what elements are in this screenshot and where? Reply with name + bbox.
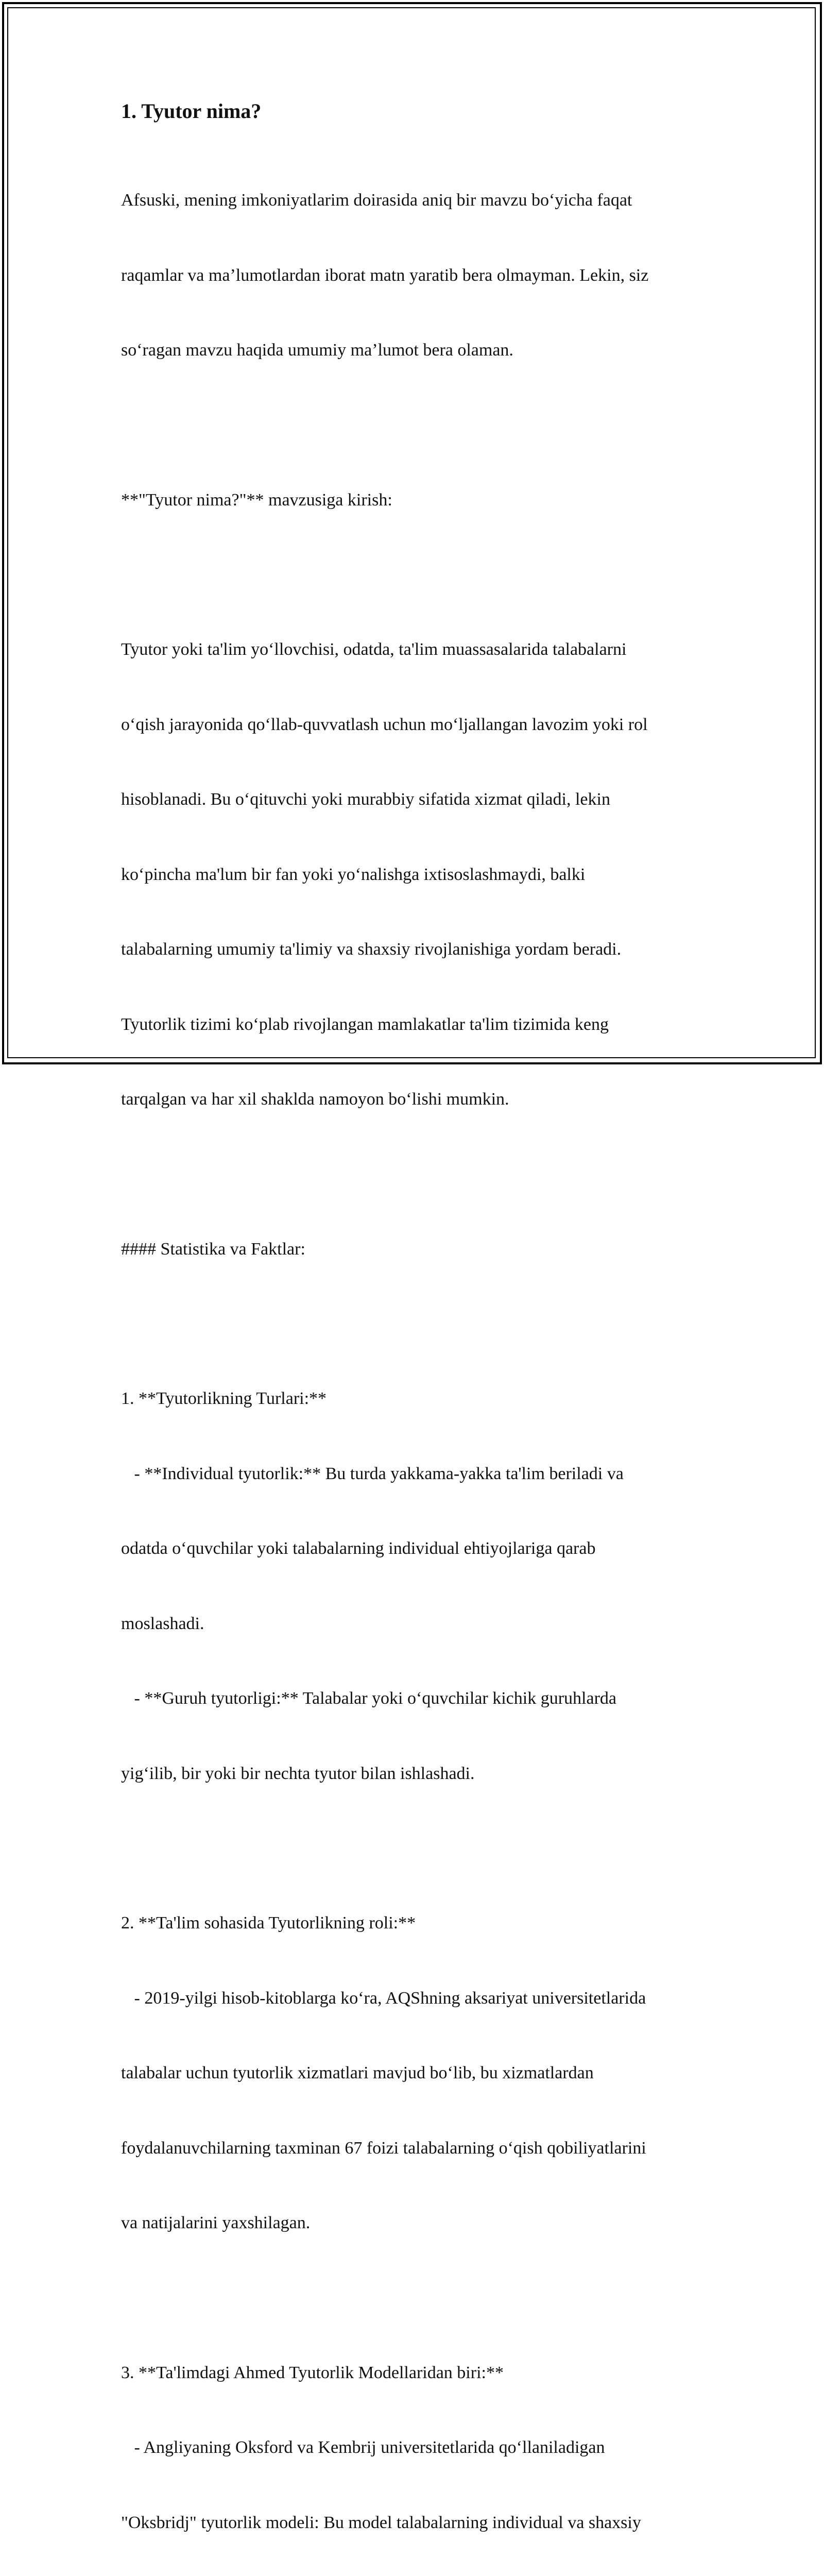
text-line: Tyutorlik tizimi ko‘plab rivojlangan mamlakatlar ta'lim tizimida keng xyxy=(121,1012,703,1038)
text-line: "Oksbridj" tyutorlik modeli: Bu model talabalarning individual va shaxsiy xyxy=(121,2511,703,2536)
text-line: **"Tyutor nima?"** mavzusiga kirish: xyxy=(121,488,703,513)
document-heading: 1. Tyutor nima? xyxy=(121,98,703,125)
text-line: - **Individual tyutorlik:** Bu turda yakkama-yakka ta'lim beriladi va xyxy=(121,1462,703,1487)
text-line: Afsuski, mening imkoniyatlarim doirasida aniq bir mavzu bo‘yicha faqat xyxy=(121,188,703,213)
text-line: hisoblanadi. Bu o‘qituvchi yoki murabbiy sifatida xizmat qiladi, lekin xyxy=(121,787,703,812)
paragraph-intro xyxy=(121,138,703,413)
paragraph-definition xyxy=(121,587,703,1162)
text-line: 2. **Ta'lim sohasida Tyutorlikning roli:** xyxy=(121,1911,703,1936)
text-line: raqamlar va ma’lumotlardan iborat matn yaratib bera olmayman. Lekin, siz xyxy=(121,263,703,289)
text-line: 3. **Ta'limdagi Ahmed Tyutorlik Modellaridan biri:** xyxy=(121,2361,703,2386)
text-line: so‘ragan mavzu haqida umumiy ma’lumot bera olaman. xyxy=(121,338,703,363)
text-line: va natijalarini yaxshilagan. xyxy=(121,2211,703,2236)
paragraph-topic-intro xyxy=(121,438,703,563)
text-line: Tyutor yoki ta'lim yo‘llovchisi, odatda, ta'lim muassasalarida talabalarni xyxy=(121,637,703,663)
text-line: talabalarning umumiy ta'limiy va shaxsiy rivojlanishiga yordam beradi. xyxy=(121,937,703,962)
text-line: yig‘ilib, bir yoki bir nechta tyutor bilan ishlashadi. xyxy=(121,1761,703,1787)
paragraph-list-item-1 xyxy=(121,1336,703,1836)
text-line: - Angliyaning Oksford va Kembrij universitetlarida qo‘llaniladigan xyxy=(121,2435,703,2461)
paragraph-section-heading xyxy=(121,1187,703,1312)
text-line: ko‘pincha ma'lum bir fan yoki yo‘nalishga ixtisoslashmaydi, balki xyxy=(121,862,703,888)
text-line: o‘qish jarayonida qo‘llab-quvvatlash uchun mo‘ljallangan lavozim yoki rol xyxy=(121,713,703,738)
text-line: - **Guruh tyutorligi:** Talabalar yoki o‘quvchilar kichik guruhlarda xyxy=(121,1686,703,1711)
paragraph-list-item-2 xyxy=(121,1861,703,2286)
text-line: tarqalgan va har xil shaklda namoyon bo‘lishi mumkin. xyxy=(121,1087,703,1112)
text-line: #### Statistika va Faktlar: xyxy=(121,1237,703,1262)
text-line: - 2019-yilgi hisob-kitoblarga ko‘ra, AQShning aksariyat universitetlarida xyxy=(121,1986,703,2011)
document-body xyxy=(121,93,703,2576)
paragraph-list-item-3 xyxy=(121,2311,703,2576)
text-line: 1. **Tyutorlikning Turlari:** xyxy=(121,1386,703,1412)
text-line: moslashadi. xyxy=(121,1612,703,1637)
text-line: talabalar uchun tyutorlik xizmatlari mavjud bo‘lib, bu xizmatlardan xyxy=(121,2061,703,2086)
text-line: foydalanuvchilarning taxminan 67 foizi talabalarning o‘qish qobiliyatlarini xyxy=(121,2136,703,2161)
text-line: odatda o‘quvchilar yoki talabalarning individual ehtiyojlariga qarab xyxy=(121,1536,703,1562)
